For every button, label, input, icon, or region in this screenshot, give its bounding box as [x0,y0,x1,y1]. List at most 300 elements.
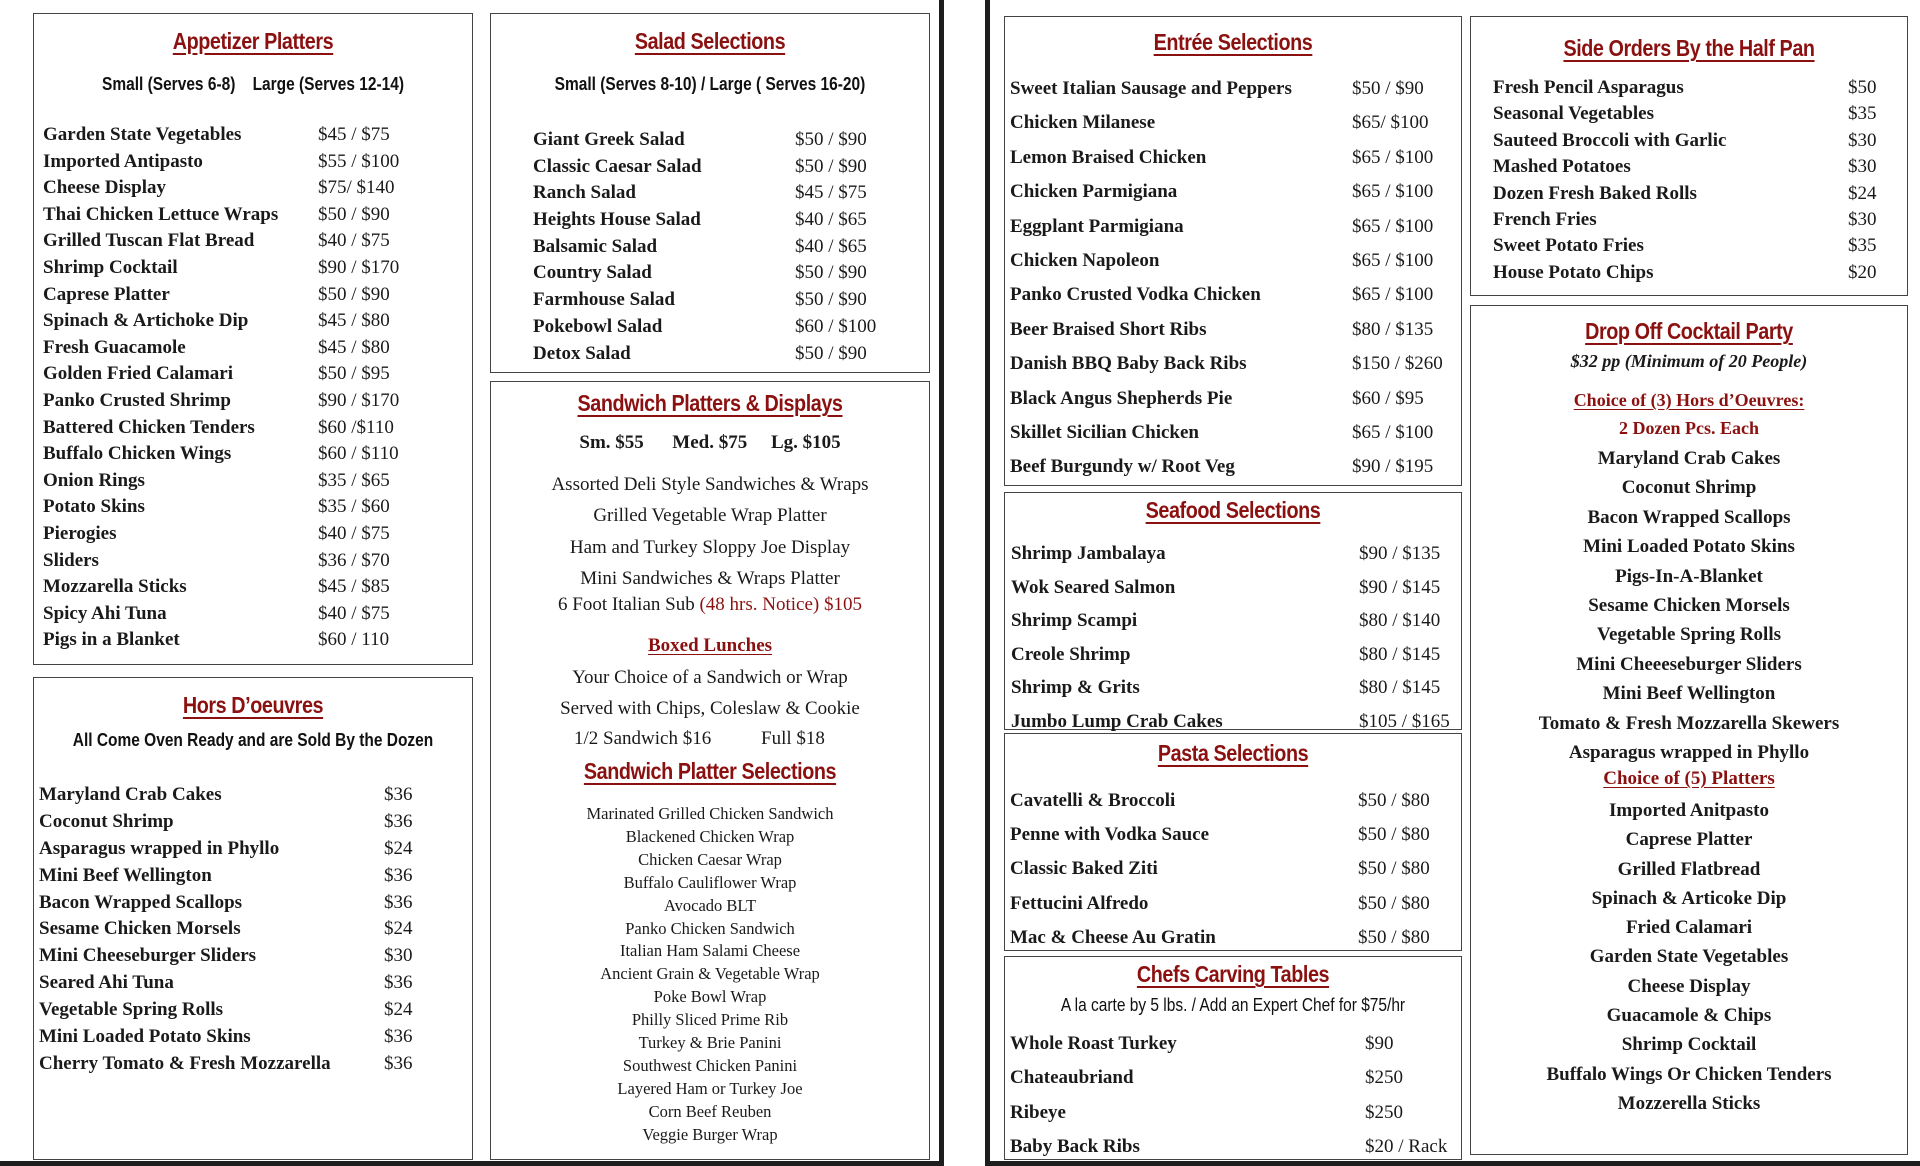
entree-item [1010,72,1455,106]
appetizer-item [43,361,463,388]
item-name: Chicken Napoleon [1010,249,1160,271]
item-name: Spicy Ahi Tuna [43,602,167,624]
item-price: $36 [384,972,413,994]
appetizer-item [43,494,463,521]
salad-title: Salad Selections [634,28,786,54]
sandwich-selection-item: Marinated Grilled Chicken Sandwich [586,804,834,823]
menu-page-left [0,0,944,1166]
carving-item [1010,1096,1455,1130]
item-price: $50 / $90 [318,203,390,225]
sandwich-sizes: Sm. $55 Med. $75 Lg. $105 [579,432,841,453]
item-name: Chateaubriand [1010,1067,1134,1089]
item-price: $30 [1848,156,1877,178]
item-price: $24 [384,999,413,1021]
appetizer-platters-section [33,13,473,665]
appetizer-item [43,202,463,229]
cocktail-party-section [1470,305,1908,1155]
sandwich-selection-item: Chicken Caesar Wrap [638,849,782,869]
item-name: Imported Antipasto [43,150,203,172]
choice-5-title: Choice of (5) Platters [1603,768,1775,789]
sandwich-selections-list [491,803,929,1147]
item-name: Shrimp Cocktail [43,256,178,278]
item-price: $20 / Rack [1365,1136,1448,1158]
hors-item [39,1024,459,1051]
side-orders-section [1470,16,1908,296]
item-price: $50 / $80 [1358,790,1430,811]
entree-title: Entrée Selections [1153,29,1313,55]
item-price: $250 [1365,1067,1403,1089]
item-name: Potato Skins [43,496,145,518]
side-item [1493,128,1893,154]
entree-item [1010,244,1455,278]
item-price: $40 / $75 [318,602,390,624]
pasta-selections-section [1004,733,1462,951]
entree-item [1010,450,1455,484]
salad-item [533,314,913,341]
choice-3-title: Choice of (3) Hors d’Oeuvres: [1573,390,1805,410]
cocktail-platter-item: Cheese Display [1627,975,1751,997]
item-price: $105 / $165 [1359,710,1450,732]
item-price: $50 / $95 [318,363,390,385]
cocktail-hors-item: Bacon Wrapped Scallops [1587,506,1791,528]
salad-item [533,260,913,287]
item-name: Coconut Shrimp [39,810,174,832]
carving-item [1010,1061,1455,1095]
item-price: $75/ $140 [318,177,395,199]
item-price: $60 / $100 [795,315,877,337]
sandwich-selection-item: Philly Sliced Prime Rib [631,1010,789,1030]
item-price: $90 / $135 [1359,543,1441,564]
hors-item [39,836,459,863]
item-name: Thai Chicken Lettuce Wraps [43,203,279,225]
item-price: $50 / $80 [1358,926,1430,948]
item-name: Dozen Fresh Baked Rolls [1493,182,1697,204]
item-name: Country Salad [533,262,652,284]
item-name: Pigs in a Blanket [43,629,180,651]
choice-3-subtitle: 2 Dozen Pcs. Each [1619,418,1759,438]
item-price: $36 / $70 [318,549,390,571]
appetizer-item [43,627,463,654]
sandwich-selection-item: Ancient Grain & Vegetable Wrap [600,964,820,984]
item-name: Balsamic Salad [533,235,658,257]
sandwich-platter-item: Mini Sandwiches & Wraps Platter [580,567,840,589]
cocktail-hors-item: Tomato & Fresh Mozzarella Skewers [1538,712,1840,734]
item-name: Vegetable Spring Rolls [39,999,224,1021]
item-name: Eggplant Parmigiana [1010,215,1184,237]
item-price: $30 [384,945,413,967]
appetizer-item [43,521,463,548]
appetizer-item [43,388,463,415]
item-price: $150 / $260 [1352,353,1443,375]
item-name: Bacon Wrapped Scallops [39,891,243,913]
sandwich-selection-item: Panko Chicken Sandwich [625,918,795,938]
cocktail-hors-list [1471,444,1907,767]
sandwich-selection-item: Southwest Chicken Panini [622,1055,798,1075]
item-name: Shrimp & Grits [1011,677,1140,699]
carving-tables-section [1004,956,1462,1160]
item-price: $65/ $100 [1352,112,1429,134]
item-price: $40 / $75 [318,230,390,252]
cocktail-hors-item: Mini Loaded Potato Skins [1583,536,1795,558]
sandwich-selection-item: Poke Bowl Wrap [653,987,767,1007]
item-name: Cherry Tomato & Fresh Mozzarella [39,1052,331,1074]
item-price: $45 / $75 [795,182,867,204]
item-price: $36 [384,784,413,805]
item-name: Chicken Milanese [1010,112,1156,134]
item-name: Mini Loaded Potato Skins [39,1026,251,1048]
item-name: Creole Shrimp [1011,643,1131,665]
hors-subtitle: All Come Oven Ready and are Sold By the Dozen [72,730,434,750]
cocktail-hors-item: Sesame Chicken Morsels [1588,595,1790,617]
sandwich-selection-item: Blackened Chicken Wrap [625,826,795,846]
item-price: $90 / $145 [1359,576,1441,598]
item-price: $50 / $90 [318,283,390,305]
side-item [1493,154,1893,180]
item-price: $55 / $100 [318,150,400,172]
appetizer-list [43,122,463,654]
item-price: $65 / $100 [1352,284,1434,306]
item-name: Skillet Sicilian Chicken [1010,421,1199,443]
item-name: Fettucini Alfredo [1010,892,1149,914]
item-price: $60 / $110 [318,443,399,465]
hors-item [39,1051,459,1078]
sandwich-platter-item: Assorted Deli Style Sandwiches & Wraps [551,474,869,495]
item-name: Sliders [43,549,99,571]
item-name: Sesame Chicken Morsels [39,918,241,940]
item-name: Penne with Vodka Sauce [1010,824,1210,846]
item-name: Fresh Pencil Asparagus [1493,77,1684,98]
item-price: $45 / $80 [318,336,390,358]
item-name: Panko Crusted Vodka Chicken [1010,284,1261,306]
item-price: $35 / $65 [318,469,390,491]
hors-item [39,943,459,970]
appetizer-title: Appetizer Platters [172,28,334,54]
item-name: Ranch Salad [533,182,636,204]
carving-title: Chefs Carving Tables [1136,961,1330,987]
item-name: Asparagus wrapped in Phyllo [39,837,280,859]
item-name: French Fries [1493,208,1597,230]
item-name: Sweet Italian Sausage and Peppers [1010,78,1292,99]
item-name: Cheese Display [43,177,166,199]
item-name: Lemon Braised Chicken [1010,146,1207,168]
item-price: $65 / $100 [1352,215,1434,237]
item-price: $30 [1848,129,1877,151]
cocktail-platter-item: Grilled Flatbread [1617,858,1761,880]
seafood-item [1011,537,1456,571]
hors-item [39,890,459,917]
cocktail-platter-item: Imported Anitpasto [1609,800,1769,821]
cocktail-hors-item: Maryland Crab Cakes [1597,448,1781,469]
item-name: Beef Burgundy w/ Root Veg [1010,456,1235,478]
item-price: $45 / $80 [318,310,390,332]
item-price: $36 [384,1052,413,1074]
entree-item [1010,106,1455,140]
appetizer-item [43,149,463,176]
hors-title: Hors D’oeuvres [182,692,324,718]
pasta-item [1010,887,1455,921]
item-name: Farmhouse Salad [533,289,675,311]
item-name: Black Angus Shepherds Pie [1010,387,1233,409]
item-name: Battered Chicken Tenders [43,416,255,438]
side-item [1493,181,1893,207]
item-price: $36 [384,891,413,913]
item-name: Shrimp Jambalaya [1011,543,1166,564]
appetizer-item [43,308,463,335]
item-name: Wok Seared Salmon [1011,576,1176,598]
item-price: $50 / $90 [795,155,867,177]
item-price: $50 / $80 [1358,824,1430,846]
entree-item [1010,210,1455,244]
appetizer-item [43,282,463,309]
sandwich-selection-item: Italian Ham Salami Cheese [619,941,801,961]
appetizer-item [43,255,463,282]
item-price: $24 [1848,182,1877,204]
item-price: $65 / $100 [1352,249,1434,271]
item-name: Giant Greek Salad [533,129,685,150]
hors-item [39,997,459,1024]
carving-item [1010,1130,1455,1164]
hors-item [39,782,459,809]
cocktail-hors-item: Asparagus wrapped in Phyllo [1568,742,1810,764]
item-name: Mini Cheeseburger Sliders [39,945,257,967]
item-name: Seasonal Vegetables [1493,103,1654,125]
boxed-lunches-title: Boxed Lunches [647,635,773,656]
sides-list [1493,75,1893,286]
appetizer-item [43,228,463,255]
item-name: Sweet Potato Fries [1493,235,1644,257]
side-item [1493,75,1893,101]
cocktail-title: Drop Off Cocktail Party [1585,318,1793,344]
item-price: $30 [1848,208,1877,230]
pasta-item [1010,818,1455,852]
sandwich-selection-item: Avocado BLT [663,895,757,915]
salad-item [533,180,913,207]
item-name: Heights House Salad [533,209,701,231]
item-name: Buffalo Chicken Wings [43,443,232,465]
cocktail-platter-item: Guacamole & Chips [1606,1005,1772,1027]
appetizer-item [43,468,463,495]
item-name: Whole Roast Turkey [1010,1033,1177,1054]
pasta-title: Pasta Selections [1157,740,1309,766]
salad-item [533,234,913,261]
boxed-full-price: Full $18 [761,728,825,749]
carving-item [1010,1027,1455,1061]
item-price: $80 / $140 [1359,610,1441,632]
item-name: Danish BBQ Baby Back Ribs [1010,353,1247,375]
item-price: $50 [1848,77,1877,98]
item-name: Pokebowl Salad [533,315,663,337]
entree-item [1010,175,1455,209]
pasta-item [1010,921,1455,955]
carving-subtitle: A la carte by 5 lbs. / Add an Expert Chef for $75/hr [1060,995,1406,1015]
item-name: Mini Beef Wellington [39,864,212,886]
item-price: $80 / $145 [1359,643,1441,665]
sandwich-selection-item: Buffalo Cauliflower Wrap [623,872,797,892]
appetizer-item [43,574,463,601]
item-name: Grilled Tuscan Flat Bread [43,230,255,252]
item-price: $35 / $60 [318,496,390,518]
sandwich-selections-title: Sandwich Platter Selections [583,758,837,784]
item-price: $60 / 110 [318,629,390,651]
cocktail-platter-list [1471,796,1907,1118]
side-item [1493,101,1893,127]
item-name: Spinach & Artichoke Dip [43,310,249,332]
appetizer-item [43,601,463,628]
item-price: $24 [384,837,413,859]
salad-selections-section [490,13,930,373]
seafood-title: Seafood Selections [1145,497,1321,523]
sandwich-selection-item: Corn Beef Reuben [648,1101,772,1121]
item-name: Fresh Guacamole [43,336,186,358]
salad-list [533,127,913,367]
item-price: $35 [1848,103,1877,125]
item-name: Ribeye [1010,1101,1066,1123]
entree-item [1010,141,1455,175]
italian-sub-label: 6 Foot Italian Sub [558,594,695,615]
seafood-selections-section [1004,492,1462,730]
item-name: Caprese Platter [43,283,170,305]
seafood-list [1011,537,1456,739]
item-price: $36 [384,1026,413,1048]
item-price: $50 / $90 [795,262,867,284]
boxed-line-1: Your Choice of a Sandwich or Wrap [572,667,848,688]
sides-title: Side Orders By the Half Pan [1563,35,1815,61]
seafood-item [1011,604,1456,638]
item-price: $50 / $80 [1358,892,1430,914]
salad-sizes: Small (Serves 8-10) / Large ( Serves 16-20) [554,74,866,94]
salad-item [533,154,913,181]
item-name: Detox Salad [533,342,631,364]
hors-item [39,863,459,890]
appetizer-item [43,335,463,362]
salad-item [533,127,913,154]
cocktail-platter-item: Caprese Platter [1625,829,1753,851]
item-name: Chicken Parmigiana [1010,181,1178,203]
item-name: Cavatelli & Broccoli [1010,790,1176,811]
item-price: $50 / $90 [795,342,867,364]
item-name: Classic Baked Ziti [1010,858,1158,880]
entree-item [1010,382,1455,416]
sandwich-title: Sandwich Platters & Displays [577,390,843,416]
item-price: $40 / $75 [318,522,390,544]
boxed-half-price: 1/2 Sandwich $16 [574,728,712,749]
side-item [1493,233,1893,259]
sandwich-platter-item: Grilled Vegetable Wrap Platter [593,505,827,527]
item-name: Baby Back Ribs [1010,1136,1140,1158]
item-name: House Potato Chips [1493,261,1654,283]
item-price: $60 / $95 [1352,387,1424,409]
italian-sub-line [491,594,929,616]
cocktail-platter-item: Spinach & Articoke Dip [1591,887,1787,909]
item-price: $50 / $90 [795,289,867,311]
item-name: Seared Ahi Tuna [39,972,174,994]
appetizer-item [43,415,463,442]
carving-list [1010,1027,1455,1165]
item-price: $45 / $85 [318,576,390,598]
item-price: $65 / $100 [1352,421,1434,443]
item-name: Mac & Cheese Au Gratin [1010,926,1216,948]
item-name: Mozzarella Sticks [43,576,187,598]
item-price: $20 [1848,261,1877,283]
item-price: $36 [384,864,413,886]
cocktail-platter-item: Fried Calamari [1625,917,1753,939]
pasta-list [1010,784,1455,955]
sandwich-platter-item: Ham and Turkey Sloppy Joe Display [569,536,851,558]
appetizer-item [43,441,463,468]
seafood-item [1011,638,1456,672]
side-item [1493,207,1893,233]
cocktail-price-line: $32 pp (Minimum of 20 People) [1570,351,1808,371]
seafood-item [1011,571,1456,605]
item-name: Jumbo Lump Crab Cakes [1011,710,1223,732]
appetizer-item [43,548,463,575]
cocktail-platter-item: Mozzerella Sticks [1617,1092,1761,1114]
entree-item [1010,416,1455,450]
cocktail-hors-item: Pigs-In-A-Blanket [1615,565,1763,587]
hors-list [39,782,459,1078]
item-price: $80 / $145 [1359,677,1441,699]
salad-item [533,207,913,234]
item-price: $90 / $170 [318,256,400,278]
item-price: $50 / $90 [795,129,867,150]
item-price: $50 / $80 [1358,858,1430,880]
item-price: $90 [1365,1033,1394,1054]
item-name: Golden Fried Calamari [43,363,233,385]
item-price: $90 / $195 [1352,456,1434,478]
entree-list [1010,72,1455,485]
item-price: $36 [384,810,413,832]
item-price: $80 / $135 [1352,318,1434,340]
item-name: Garden State Vegetables [43,124,242,145]
item-name: Sauteed Broccoli with Garlic [1493,129,1727,151]
item-price: $65 / $100 [1352,146,1434,168]
cocktail-platter-item: Garden State Vegetables [1589,946,1789,968]
sandwich-selection-item: Turkey & Brie Panini [638,1033,782,1053]
sandwich-selection-item: Veggie Burger Wrap [642,1124,778,1144]
salad-item [533,341,913,368]
hors-doeuvres-section [33,677,473,1160]
sandwich-selection-item: Layered Ham or Turkey Joe [617,1078,803,1098]
item-name: Shrimp Scampi [1011,610,1138,632]
item-price: $60 /$110 [318,416,394,438]
cocktail-hors-item: Mini Cheeeseburger Sliders [1576,653,1802,675]
item-name: Classic Caesar Salad [533,155,702,177]
item-price: $50 / $90 [1352,78,1424,99]
item-name: Pierogies [43,522,117,544]
cocktail-platter-item: Shrimp Cocktail [1621,1034,1757,1056]
boxed-line-2: Served with Chips, Coleslaw & Cookie [560,698,860,719]
sandwich-platters-section [490,381,930,1160]
cocktail-platter-item: Buffalo Wings Or Chicken Tenders [1546,1063,1832,1085]
entree-item [1010,278,1455,312]
item-price: $90 / $170 [318,389,400,411]
side-item [1493,260,1893,286]
cocktail-hors-item: Vegetable Spring Rolls [1596,624,1782,646]
item-price: $35 [1848,235,1877,257]
menu-page-right [985,0,1920,1166]
appetizer-item [43,175,463,202]
salad-item [533,287,913,314]
cocktail-hors-item: Coconut Shrimp [1621,477,1757,499]
sandwich-list [491,469,929,594]
item-price: $24 [384,918,413,940]
item-name: Beer Braised Short Ribs [1010,318,1207,340]
appetizer-sizes: Small (Serves 6-8) Large (Serves 12-14) [101,74,405,94]
item-name: Panko Crusted Shrimp [43,389,231,411]
item-price: $250 [1365,1101,1403,1123]
item-price: $40 / $65 [795,235,867,257]
hors-item [39,809,459,836]
